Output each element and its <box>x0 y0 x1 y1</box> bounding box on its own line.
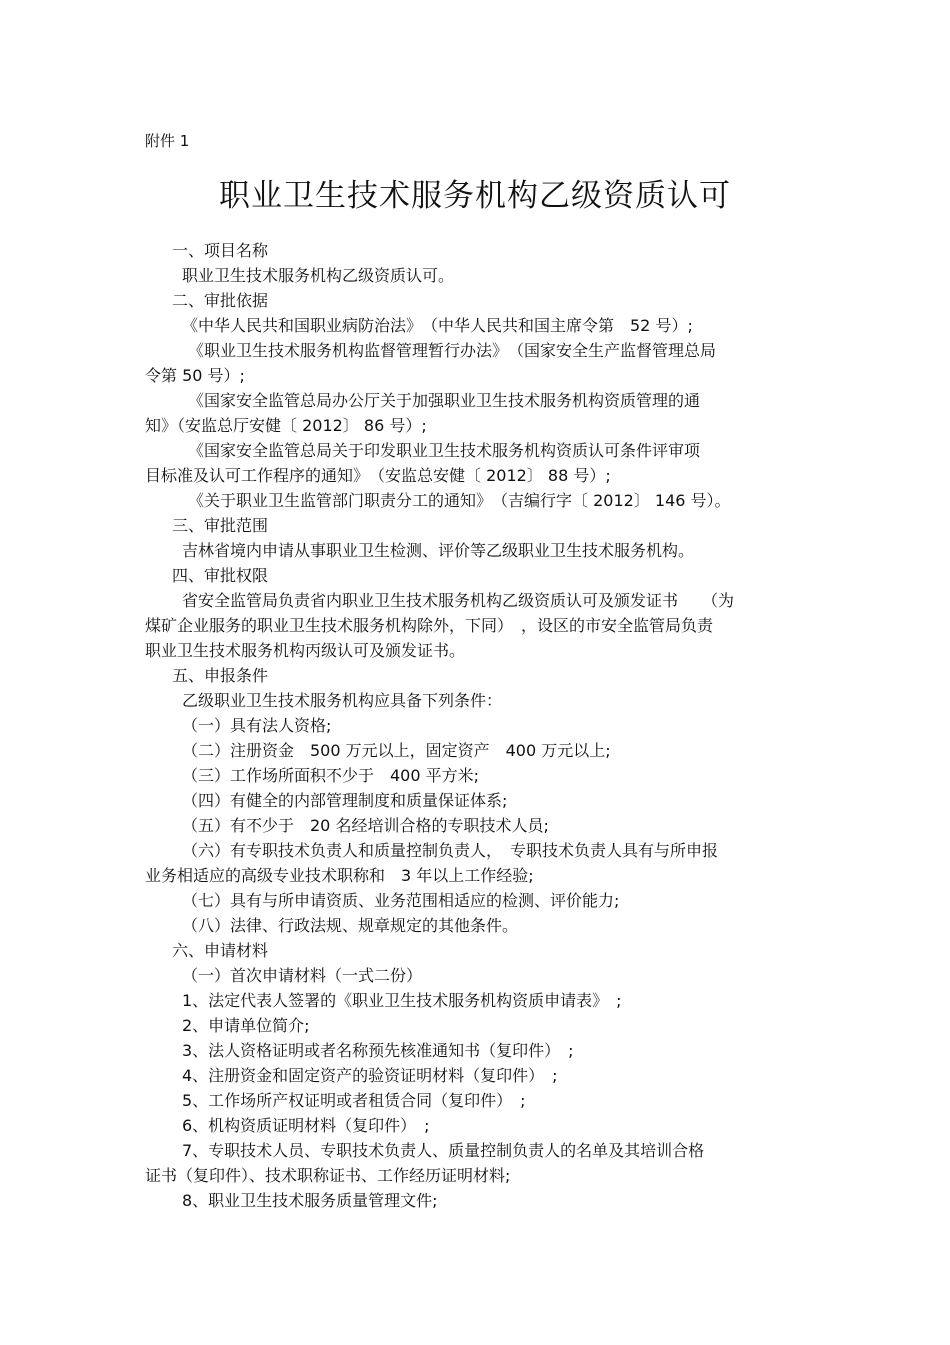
list-item: 6、机构资质证明材料（复印件） ; <box>182 1116 430 1135</box>
paragraph-line: 令第 50 号）; <box>145 366 245 385</box>
section-heading-materials: 六、申请材料 <box>172 941 269 960</box>
list-item: 1、法定代表人签署的《职业卫生技术服务机构资质申请表》 ; <box>182 991 622 1010</box>
document-body <box>145 238 820 1213</box>
paragraph-line: 职业卫生技术服务机构丙级认可及颁发证书。 <box>145 641 466 660</box>
section-heading-project-name: 一、项目名称 <box>172 241 269 260</box>
paragraph-line: 《中华人民共和国职业病防治法》 （中华人民共和国主席令第 52 号）; <box>182 316 693 335</box>
section-heading-conditions: 五、申报条件 <box>172 666 269 685</box>
document-title: 职业卫生技术服务机构乙级资质认可 <box>219 178 731 214</box>
list-item: 8、职业卫生技术服务质量管理文件; <box>182 1191 438 1210</box>
paragraph-line: 业务相适应的高级专业技术职称和 3 年以上工作经验; <box>145 866 534 885</box>
list-item: 7、专职技术人员、专职技术负责人、质量控制负责人的名单及其培训合格 <box>182 1141 705 1160</box>
section-heading-approval-scope: 三、审批范围 <box>172 516 269 535</box>
list-item: （五）有不少于 20 名经培训合格的专职技术人员; <box>182 816 549 835</box>
paragraph-line: 《国家安全监管总局关于印发职业卫生技术服务机构资质认可条件评审项 <box>188 441 701 460</box>
list-item: 3、法人资格证明或者名称预先核准通知书（复印件） ; <box>182 1041 574 1060</box>
paragraph-line: 证书（复印件）、技术职称证书、工作经历证明材料; <box>145 1166 511 1185</box>
section-heading-approval-basis: 二、审批依据 <box>172 291 269 310</box>
paragraph-line: 煤矿企业服务的职业卫生技术服务机构除外，下同） ，设区的市安全监管局负责 <box>145 616 714 635</box>
list-item: （八）法律、行政法规、规章规定的其他条件。 <box>182 916 519 935</box>
paragraph-line: 《职业卫生技术服务机构监督管理暂行办法》 （国家安全生产监督管理总局 <box>188 341 717 360</box>
paragraph-line: 吉林省境内申请从事职业卫生检测、评价等乙级职业卫生技术服务机构。 <box>182 541 695 560</box>
subsection-heading: （一）首次申请材料（一式二份） <box>182 966 423 985</box>
paragraph-line: 《关于职业卫生监管部门职责分工的通知》 （吉编行字〔 2012〕 146 号）。 <box>188 491 731 510</box>
list-item: 5、工作场所产权证明或者租赁合同（复印件） ; <box>182 1091 526 1110</box>
paragraph-line: 省安全监管局负责省内职业卫生技术服务机构乙级资质认可及颁发证书 （为 <box>182 591 735 610</box>
list-item: （六）有专职技术负责人和质量控制负责人， 专职技术负责人具有与所申报 <box>182 841 719 860</box>
attachment-label: 附件 1 <box>145 132 190 150</box>
list-item: （二）注册资金 500 万元以上，固定资产 400 万元以上; <box>182 741 611 760</box>
paragraph-line: 乙级职业卫生技术服务机构应具备下列条件： <box>182 691 503 710</box>
section-heading-approval-authority: 四、审批权限 <box>172 566 269 585</box>
list-item: （一）具有法人资格; <box>182 716 332 735</box>
list-item: （四）有健全的内部管理制度和质量保证体系; <box>182 791 508 810</box>
paragraph-line: 目标准及认可工作程序的通知》 （安监总安健〔 2012〕 88 号）; <box>145 466 611 485</box>
paragraph-line: 知》（安监总厅安健〔 2012〕 86 号）; <box>145 416 427 435</box>
paragraph-line: 《国家安全监管总局办公厅关于加强职业卫生技术服务机构资质管理的通 <box>188 391 701 410</box>
list-item: （三）工作场所面积不少于 400 平方米; <box>182 766 480 785</box>
list-item: 4、注册资金和固定资产的验资证明材料（复印件） ; <box>182 1066 558 1085</box>
list-item: 2、申请单位简介; <box>182 1016 310 1035</box>
paragraph-line: 职业卫生技术服务机构乙级资质认可。 <box>182 266 455 285</box>
list-item: （七）具有与所申请资质、业务范围相适应的检测、评价能力; <box>182 891 620 910</box>
